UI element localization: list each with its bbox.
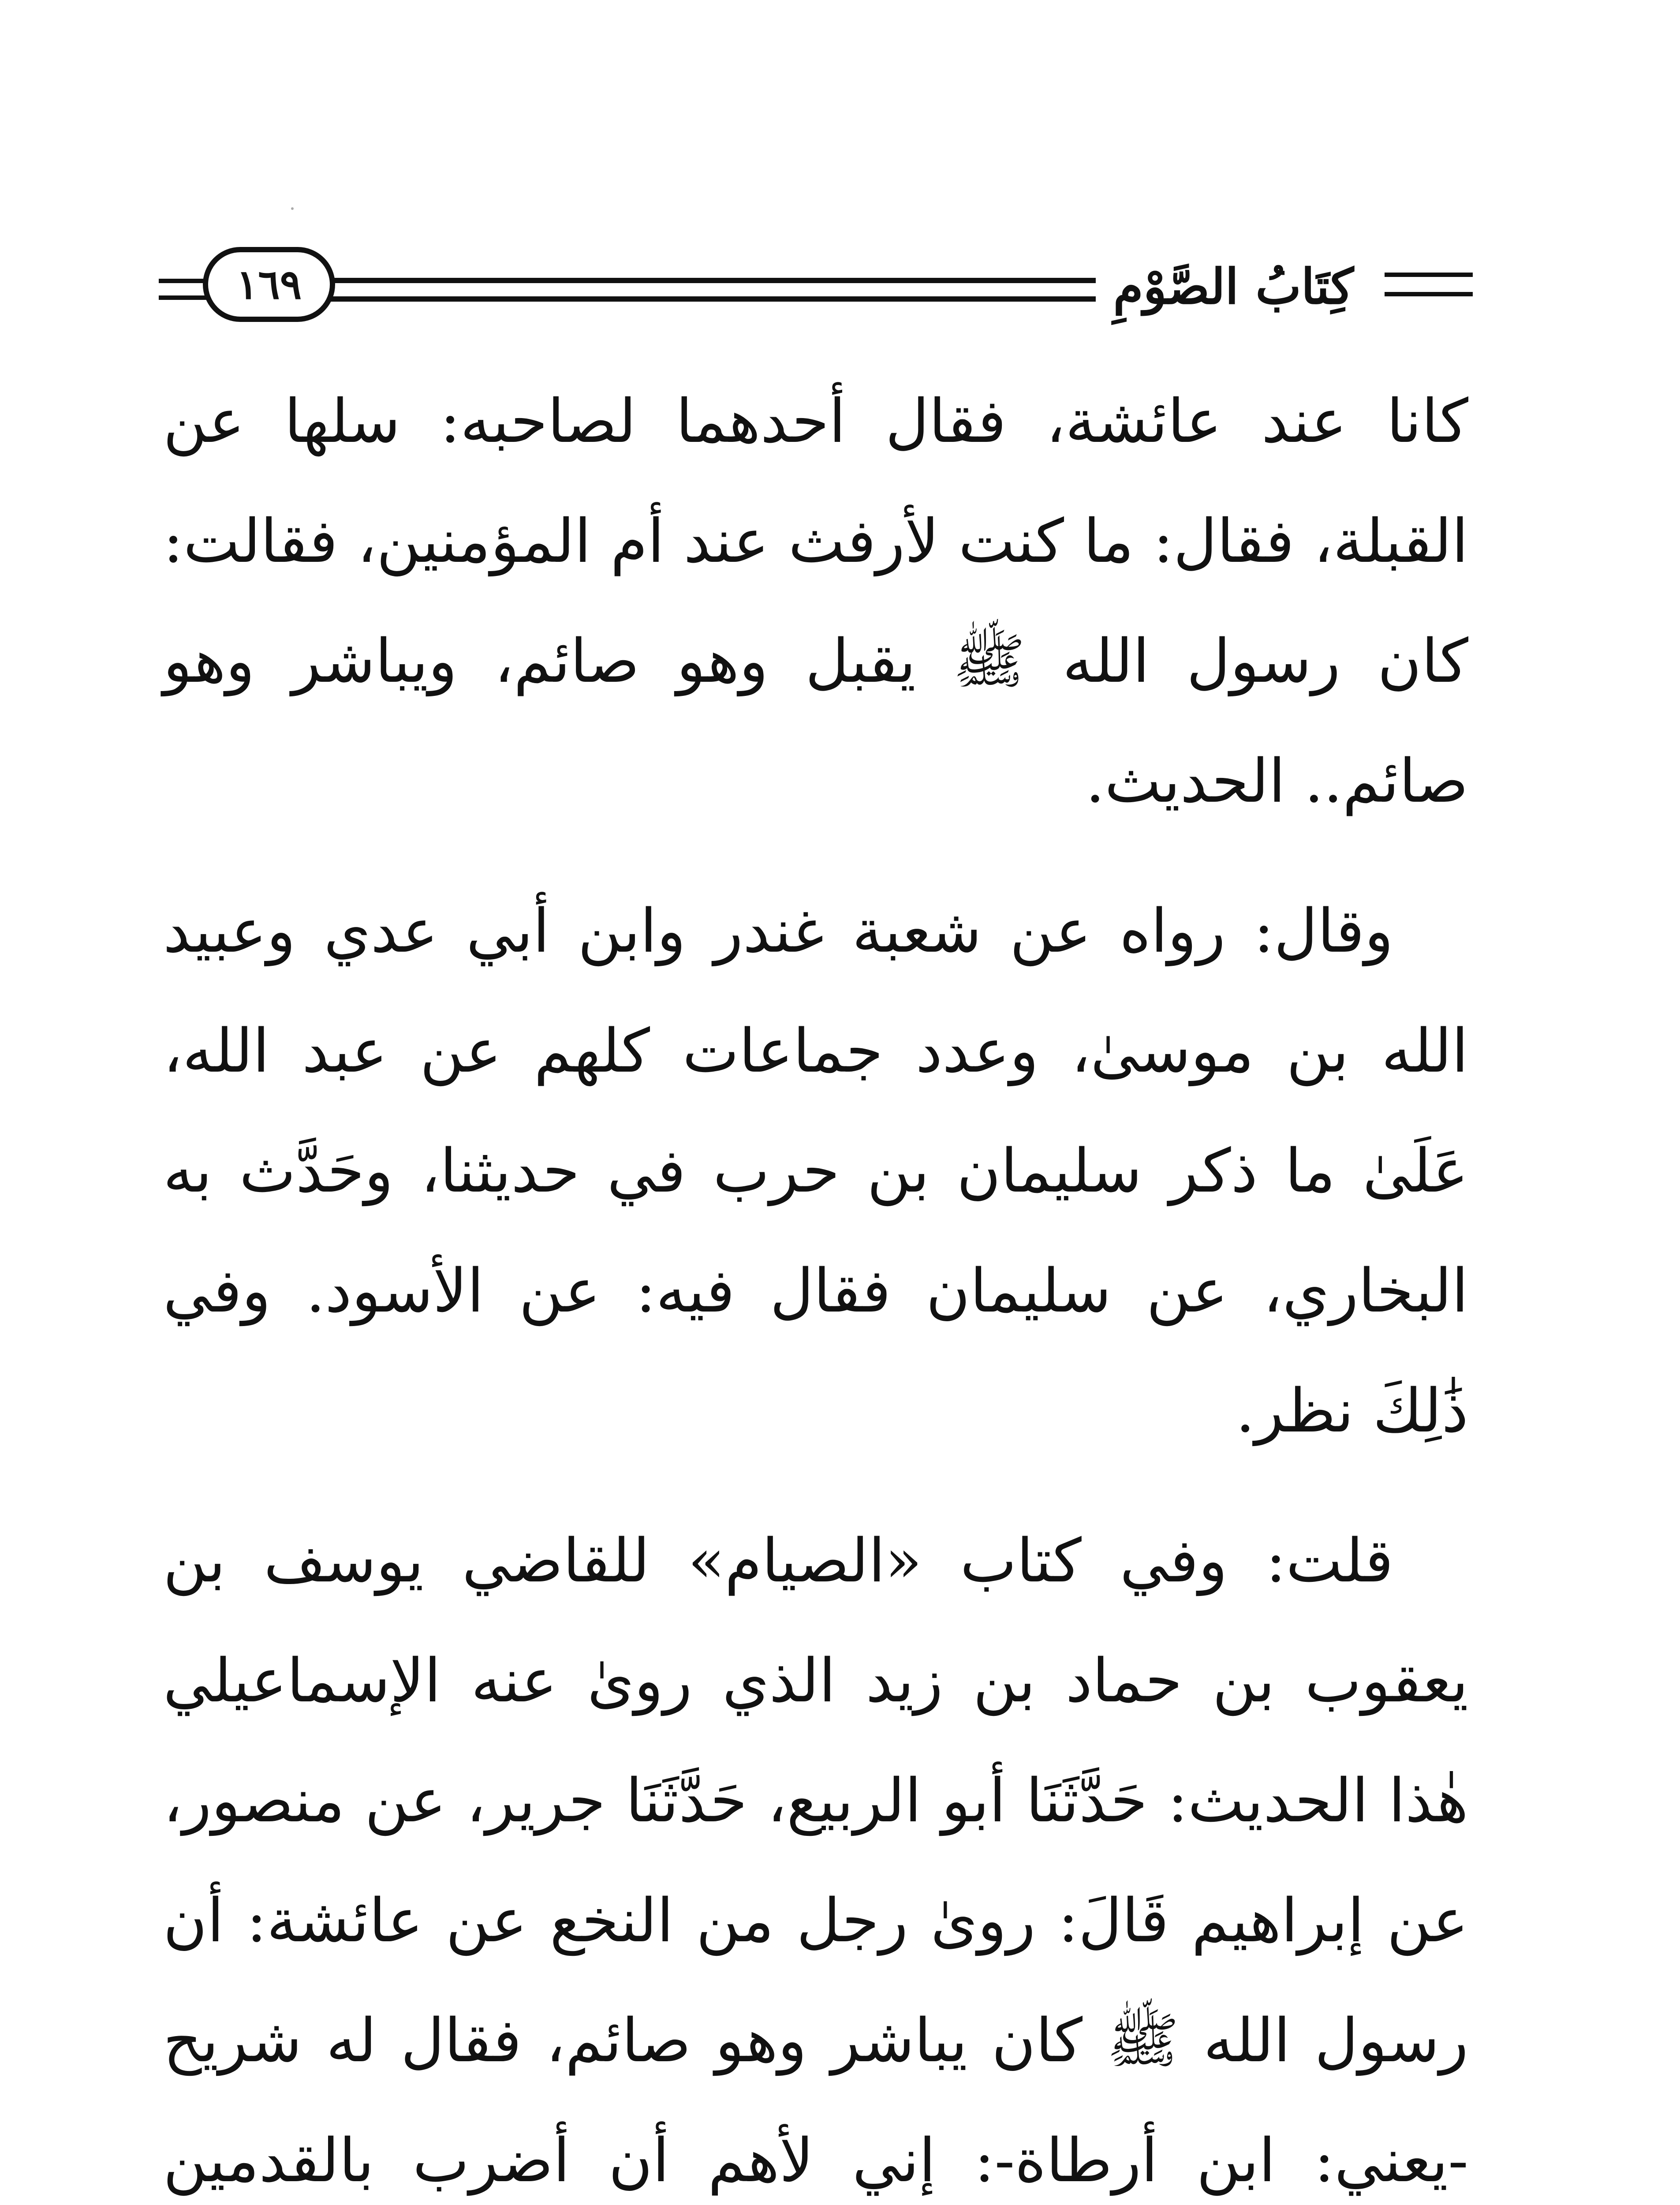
- body-text: [163, 362, 1468, 2205]
- running-header: [159, 247, 1473, 326]
- header-rule: [313, 296, 1204, 302]
- header-rule-left: [159, 295, 212, 300]
- header-rule-right: [1385, 273, 1473, 277]
- paragraph: قلت: وفي كتاب «الصيام» للقاضي يوسف بن يعقوب بن حماد بن زيد الذي روىٰ عنه الإسماعيلي هٰذا الحديث: حَدَّثَنَا أبو الربيع، حَدَّثَنَا جرير، عن منصور، عن إبراهيم قَالَ: روىٰ رجل من النخع عن عائشة: أن رسول الله ﷺ كان يباشر وهو صائم، فقال له شريح -يعني: ابن أرطاة-: إني لأهم أن أضرب بالقدمين: [163, 1526, 1468, 2196]
- header-rule: [313, 278, 1204, 283]
- paragraph: وقال: رواه عن شعبة غندر وابن أبي عدي وعبيد الله بن موسىٰ، وعدد جماعات كلهم عن عبد الله، عَلَىٰ ما ذكر سليمان بن حرب في حديثنا، وحَدَّث به البخاري، عن سليمان فقال فيه: عن الأسود. وفي ذَٰلِكَ نظر.: [163, 897, 1468, 1446]
- scan-speck: [291, 207, 294, 210]
- paragraph: كانا عند عائشة، فقال أحدهما لصاحبه: سلها عن القبلة، فقال: ما كنت لأرفث عند أم المؤمنين، فقالت: كان رسول الله ﷺ يقبل وهو صائم، ويباشر وهو صائم.. الحديث.: [163, 387, 1468, 816]
- page-number: ١٦٩: [203, 247, 335, 322]
- header-rule-right: [1385, 292, 1473, 296]
- book-title: كِتَابُ الصَّوْمِ: [1096, 251, 1371, 322]
